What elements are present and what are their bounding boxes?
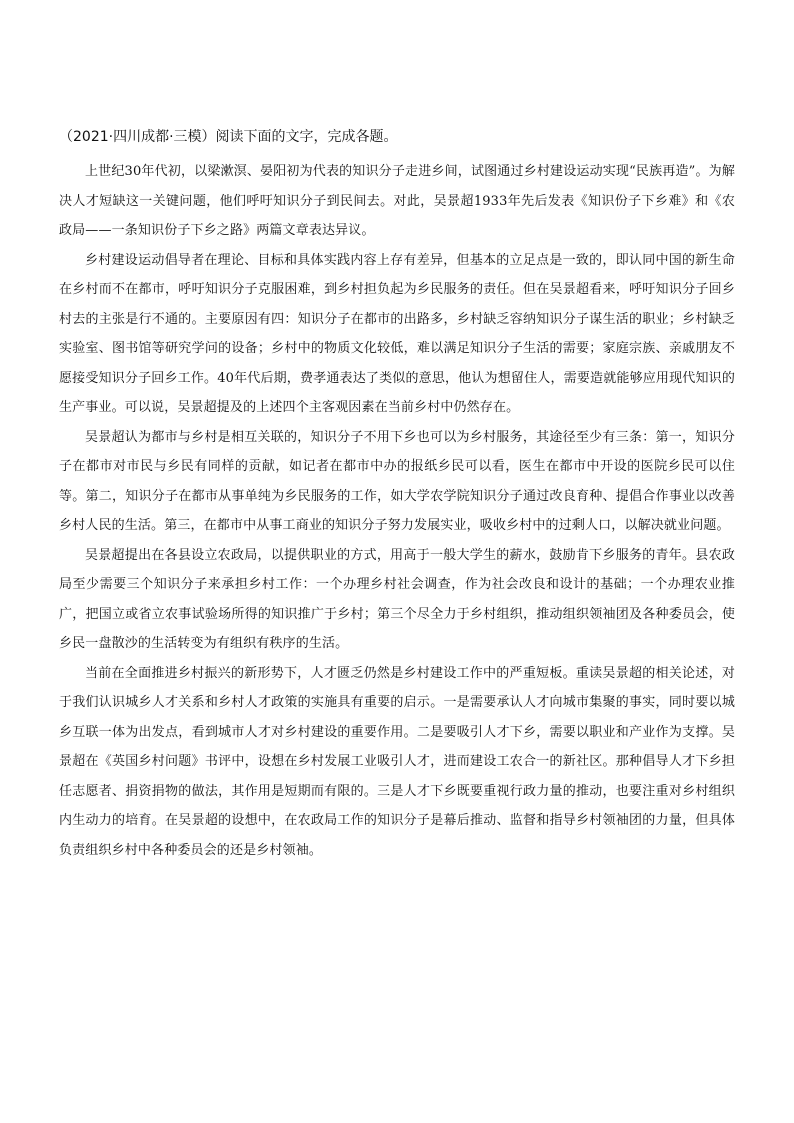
paragraph-2: 乡村建设运动倡导者在理论、目标和具体实践内容上存有差异，但基本的立足点是一致的，即认同中国的新生命在乡村而不在都市，呼吁知识分子克服困难，到乡村担负起为乡民服务的责任。但在吴景超看来，呼吁知识分子回乡村去的主张是行不通的。主要原因有四：知识分子在都市的出路多，乡村缺乏容纳知识分子谋生活的职业；乡村缺乏实验室、图书馆等研究学问的设备；乡村中的物质文化较低，难以满足知识分子生活的需要；家庭宗族、亲戚朋友不愿接受知识分子回乡工作。40年代后期，费孝通表达了类似的意思，他认为想留住人，需要造就能够应用现代知识的生产事业。可以说，吴景超提及的上述四个主客观因素在当前乡村中仍然存在。 — [59, 252, 735, 415]
article-body — [59, 127, 735, 865]
paragraph-3: 吴景超认为都市与乡村是相互关联的，知识分子不用下乡也可以为乡村服务，其途径至少有三条：第一，知识分子在都市对市民与乡民有同样的贡献，如记者在都市中办的报纸乡民可以看，医生在都市中开设的医院乡民可以住等。第二，知识分子在都市从事单纯为乡民服务的工作，如大学农学院知识分子通过改良育种、提倡合作事业以改善乡村人民的生活。第三，在都市中从事工商业的知识分子努力发展实业，吸收乡村中的过剩人口，以解决就业问题。 — [59, 429, 735, 533]
paragraph-4: 吴景超提出在各县设立农政局，以提供职业的方式，用高于一般大学生的薪水，鼓励肯下乡服务的青年。县农政局至少需要三个知识分子来承担乡村工作：一个办理乡村社会调查，作为社会改良和设计的基础；一个办理农业推广，把国立或省立农事试验场所得的知识推广于乡村；第三个尽全力于乡村组织，推动组织领袖团及各种委员会，使乡民一盘散沙的生活转变为有组织有秩序的生活。 — [59, 547, 735, 651]
paragraph-1: 上世纪30年代初，以梁漱溟、晏阳初为代表的知识分子走进乡间，试图通过乡村建设运动实现“民族再造”。为解决人才短缺这一关键问题，他们呼吁知识分子到民间去。对此，吴景超1933年先后发表《知识份子下乡难》和《农政局——一条知识份子下乡之路》两篇文章表达异议。 — [59, 164, 736, 238]
paragraph-5: 当前在全面推进乡村振兴的新形势下，人才匮乏仍然是乡村建设工作中的严重短板。重读吴景超的相关论述，对于我们认识城乡人才关系和乡村人才政策的实施具有重要的启示。一是需要承认人才向城市集聚的事实，同时要以城乡互联一体为出发点，看到城市人才对乡村建设的重要作用。二是要吸引人才下乡，需要以职业和产业作为支撑。吴景超在《英国乡村问题》书评中，设想在乡村发展工业吸引人才，进而建设工农合一的新社区。那种倡导人才下乡担任志愿者、捐资捐物的做法，其作用是短期而有限的。三是人才下乡既要重视行政力量的推动，也要注重对乡村组织内生动力的培育。在吴景超的设想中，在农政局工作的知识分子是幕后推动、监督和指导乡村领袖团的力量，但具体负责组织乡村中各种委员会的还是乡村领袖。 — [59, 665, 735, 858]
question-heading: （2021·四川成都·三模）阅读下面的文字，完成各题。 — [59, 129, 398, 145]
